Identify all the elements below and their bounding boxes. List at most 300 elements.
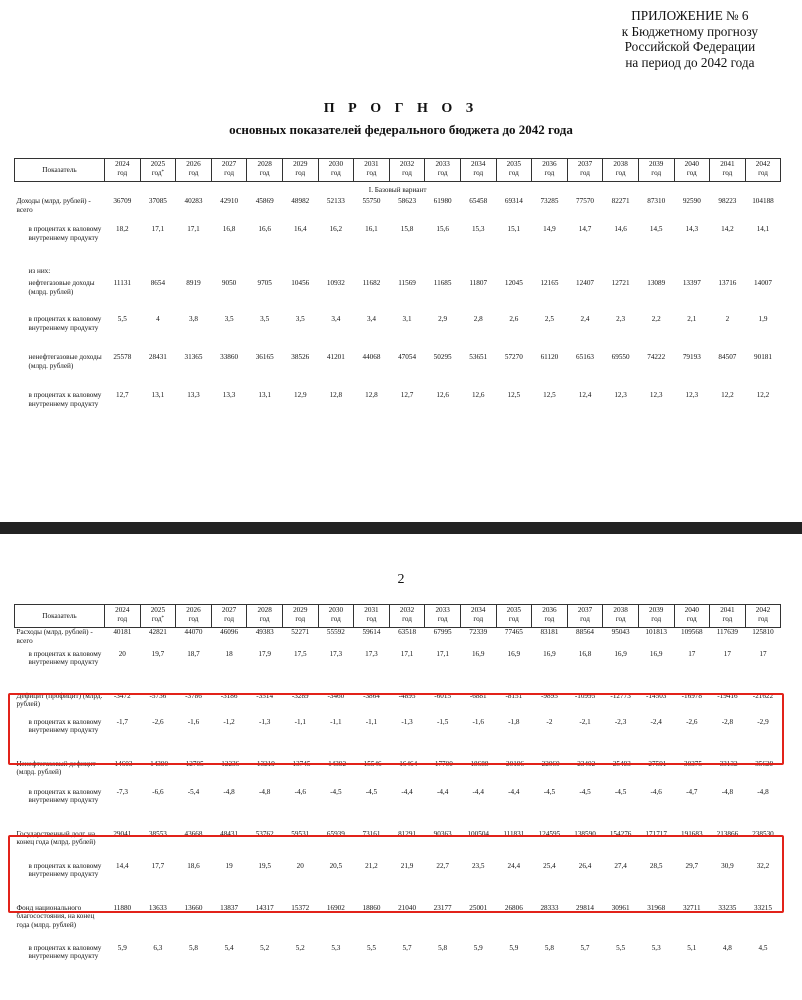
cell-value: 36709 xyxy=(113,197,132,205)
cell-value xyxy=(460,267,496,279)
cell-value: 12,7 xyxy=(400,391,414,399)
cell-value: 59614 xyxy=(362,628,381,636)
header-year-2026: 2026 год xyxy=(176,605,212,628)
table-header-row xyxy=(15,159,781,182)
header-year-2034: 2034 год xyxy=(460,159,496,182)
header-year-2025: 2025 год* xyxy=(140,159,176,182)
cell-value: 14,9 xyxy=(543,225,556,233)
cell-value: 26806 xyxy=(504,903,523,912)
cell-value: -4,6 xyxy=(294,787,306,796)
row-label: в процентах к валовому внутреннему продукту xyxy=(28,315,102,332)
cell-value: 25578 xyxy=(113,353,132,361)
cell-value: 79193 xyxy=(682,353,701,361)
cell-value: 6,3 xyxy=(153,943,163,952)
cell-value: 13716 xyxy=(718,279,737,287)
cell-value: 26,4 xyxy=(578,861,592,870)
cell-value: 17 xyxy=(759,649,767,658)
cell-value xyxy=(247,267,283,279)
cell-value: 12,3 xyxy=(614,391,627,399)
cell-value: 2,5 xyxy=(544,315,554,323)
cell-value: 88564 xyxy=(576,628,594,636)
header-year-2038: 2038 год xyxy=(603,605,639,628)
row-label: в процентах к валовому внутреннему продукту xyxy=(28,649,102,667)
cell-value: -4,7 xyxy=(686,787,698,796)
cell-value: 18,6 xyxy=(187,861,200,870)
cell-value: -14503 xyxy=(646,691,667,700)
header-year-2035: 2035 год xyxy=(496,605,532,628)
cell-value: 13,3 xyxy=(222,391,236,399)
cell-value: -2,6 xyxy=(152,717,164,726)
cell-value: -8151 xyxy=(505,691,523,700)
header-year-2029: 2029 год xyxy=(282,605,318,628)
cell-value: 83181 xyxy=(540,628,559,636)
cell-value xyxy=(354,267,390,279)
cell-value: 2,6 xyxy=(509,315,519,323)
cell-value: 10932 xyxy=(326,279,345,287)
cell-value: 13837 xyxy=(220,903,239,912)
row-label: Расходы (млрд. рублей) - всего xyxy=(16,628,93,645)
cell-value: -25493 xyxy=(610,759,631,768)
cell-value: -6881 xyxy=(469,691,487,700)
cell-value: 19,7 xyxy=(151,649,165,658)
cell-value: 13397 xyxy=(682,279,701,287)
cell-value: 12407 xyxy=(576,279,594,287)
cell-value: 23,5 xyxy=(471,861,485,870)
cell-value: 16,1 xyxy=(365,225,378,233)
cell-value: -1,6 xyxy=(472,717,484,726)
cell-value: 52271 xyxy=(291,628,310,636)
cell-value: 17 xyxy=(688,649,696,658)
cell-value: 92590 xyxy=(682,197,701,205)
cell-value: 59531 xyxy=(291,829,310,838)
cell-value: -4,4 xyxy=(472,787,484,796)
cell-value: 14,2 xyxy=(721,225,734,233)
row-label: в процентах к валовому внутреннему продукту xyxy=(28,943,102,961)
cell-value: 28,5 xyxy=(649,861,663,870)
cell-value: 11569 xyxy=(398,279,416,287)
cell-value xyxy=(638,267,674,279)
cell-value: -33132 xyxy=(717,759,738,768)
header-year-2030: 2030 год xyxy=(318,605,354,628)
cell-value: 12,8 xyxy=(329,391,343,399)
cell-value: -16978 xyxy=(681,691,702,700)
cell-value xyxy=(211,267,247,279)
cell-value: 33215 xyxy=(754,903,772,912)
cell-value: 13089 xyxy=(647,279,666,287)
cell-value: 82271 xyxy=(611,197,630,205)
cell-value: 69550 xyxy=(611,353,630,361)
cell-value: 49383 xyxy=(255,628,274,636)
row-label: нефтегазовые доходы (млрд. рублей) xyxy=(28,279,95,296)
header-year-2027: 2027 год xyxy=(211,159,247,182)
cell-value: 29814 xyxy=(576,903,594,912)
cell-value xyxy=(318,267,354,279)
cell-value: 16,9 xyxy=(649,649,663,658)
cell-value: -16464 xyxy=(396,759,418,768)
cell-value: -4895 xyxy=(398,691,416,700)
cell-value: -17700 xyxy=(432,759,453,768)
table-row xyxy=(15,315,781,353)
cell-value: 12165 xyxy=(540,279,559,287)
header-indicator: Показатель xyxy=(15,605,105,628)
cell-value: 44070 xyxy=(184,628,203,636)
cell-value: 20 xyxy=(118,649,126,658)
cell-value: 117639 xyxy=(716,628,739,636)
row-label: Фонд национального благосостояния, на конец года (млрд. рублей) xyxy=(16,903,95,929)
cell-value: 61120 xyxy=(540,353,559,361)
cell-value: 18 xyxy=(225,649,233,658)
cell-value: 100504 xyxy=(467,829,490,838)
cell-value xyxy=(567,267,603,279)
cell-value: 2,8 xyxy=(473,315,483,323)
cell-value: 15,3 xyxy=(471,225,485,233)
cell-value: 44068 xyxy=(362,353,381,361)
cell-value: 111831 xyxy=(503,829,525,838)
cell-value: 33235 xyxy=(718,903,737,912)
cell-value: 27,4 xyxy=(614,861,627,870)
cell-value: -2,1 xyxy=(579,717,591,726)
cell-value: 19 xyxy=(225,861,233,870)
cell-value: 37085 xyxy=(148,197,167,205)
cell-value: 124595 xyxy=(538,829,561,838)
header-year-2032: 2032 год xyxy=(389,605,425,628)
cell-value: -4,5 xyxy=(579,787,591,796)
cell-value: 55750 xyxy=(362,197,381,205)
page-number: 2 xyxy=(397,572,405,587)
cell-value: 138590 xyxy=(574,829,596,838)
cell-value: 5,5 xyxy=(366,943,376,952)
cell-value: 95043 xyxy=(611,628,630,636)
cell-value: 38526 xyxy=(291,353,310,361)
cell-value: -10995 xyxy=(574,691,596,700)
appendix-line: к Бюджетному прогнозу xyxy=(621,23,758,39)
table-row xyxy=(15,628,781,650)
cell-value: 12045 xyxy=(504,279,523,287)
cell-value: 19,5 xyxy=(258,861,271,870)
cell-value: 32711 xyxy=(682,903,701,912)
cell-value: 52133 xyxy=(326,197,345,205)
cell-value: 12721 xyxy=(611,279,630,287)
cell-value: -15546 xyxy=(361,759,382,768)
cell-value: -9895 xyxy=(541,691,558,700)
cell-value: 3,4 xyxy=(366,315,376,323)
cell-value: -1,2 xyxy=(223,717,235,726)
cell-value: -4,5 xyxy=(614,787,627,796)
cell-value: 21,2 xyxy=(365,861,378,870)
cell-value: 47054 xyxy=(398,353,417,361)
cell-value: 5,2 xyxy=(295,943,305,952)
cell-value: 5,2 xyxy=(260,943,270,952)
cell-value: 11807 xyxy=(469,279,488,287)
cell-value: 3,5 xyxy=(295,315,305,323)
cell-value xyxy=(603,267,639,279)
header-year-2042: 2042 год xyxy=(745,159,781,182)
cell-value: 14,3 xyxy=(685,225,699,233)
cell-value: 65939 xyxy=(326,829,345,838)
highlight-state-debt xyxy=(8,835,784,913)
cell-value: -30375 xyxy=(681,759,702,768)
cell-value: 23177 xyxy=(433,903,452,912)
cell-value: 18,7 xyxy=(187,649,200,658)
cell-value xyxy=(140,267,176,279)
cell-value: 104188 xyxy=(752,197,774,205)
cell-value: 4 xyxy=(156,315,160,323)
cell-value: -3460 xyxy=(327,691,345,700)
cell-value: 17,1 xyxy=(436,649,449,658)
header-year-2039: 2039 год xyxy=(638,605,674,628)
cell-value: 58623 xyxy=(398,197,417,205)
cell-value: 48431 xyxy=(220,829,239,838)
header-year-2033: 2033 год xyxy=(425,159,461,182)
cell-value: -4,6 xyxy=(650,787,662,796)
cell-value: 57270 xyxy=(504,353,523,361)
cell-value: 12,6 xyxy=(471,391,485,399)
cell-value: -1,1 xyxy=(294,717,306,726)
cell-value: 29,7 xyxy=(685,861,699,870)
cell-value: 5,9 xyxy=(509,943,519,952)
header-year-2037: 2037 год xyxy=(567,605,603,628)
document-subtitle: основных показателей федерального бюджета до 2042 года xyxy=(229,122,573,137)
cell-value: 16,2 xyxy=(329,225,343,233)
cell-value: 5,1 xyxy=(687,943,697,952)
appendix-line: Российской Федерации xyxy=(624,39,756,54)
page-separator xyxy=(0,522,802,534)
row-label: Дефицит (профицит) (млрд. рублей) xyxy=(16,691,103,709)
cell-value xyxy=(710,267,746,279)
header-year-2035: 2035 год xyxy=(496,159,532,182)
cell-value: 72339 xyxy=(469,628,488,636)
header-year-2024: 2024 год xyxy=(105,605,141,628)
cell-value: -12236 xyxy=(218,759,240,768)
cell-value: 238530 xyxy=(752,829,774,838)
cell-value: 5,8 xyxy=(188,943,198,952)
cell-value: 69314 xyxy=(504,197,523,205)
cell-value: 25,4 xyxy=(543,861,556,870)
cell-value: -21622 xyxy=(752,691,774,700)
cell-value: 12,5 xyxy=(543,391,556,399)
row-label: в процентах к валовому внутреннему продукту xyxy=(28,787,102,805)
cell-value: 55592 xyxy=(326,628,345,636)
cell-value: 11685 xyxy=(433,279,452,287)
cell-value: 154276 xyxy=(609,829,632,838)
table-row xyxy=(15,788,781,830)
cell-value: 77570 xyxy=(576,197,594,205)
cell-value: 16,8 xyxy=(578,649,592,658)
cell-value: 213866 xyxy=(716,829,739,838)
cell-value: 5,4 xyxy=(224,943,234,952)
cell-value: 3,4 xyxy=(331,315,341,323)
cell-value: 30961 xyxy=(611,903,630,912)
cell-value: -6,6 xyxy=(152,787,164,796)
cell-value: 16902 xyxy=(326,903,345,912)
cell-value: 25001 xyxy=(469,903,488,912)
cell-value: 5,7 xyxy=(580,943,590,952)
header-year-2029: 2029 год xyxy=(282,159,318,182)
cell-value: -2 xyxy=(546,717,553,726)
cell-value: -18688 xyxy=(468,759,489,768)
header-year-2041: 2041 год xyxy=(710,159,746,182)
cell-value: 12,7 xyxy=(116,391,129,399)
cell-value: 12,5 xyxy=(507,391,521,399)
cell-value: 17,1 xyxy=(400,649,414,658)
cell-value: 20,5 xyxy=(329,861,343,870)
cell-value: 14,1 xyxy=(756,225,770,233)
table-row xyxy=(15,197,781,225)
cell-value: 16,9 xyxy=(543,649,556,658)
header-year-2041: 2041 год xyxy=(710,605,746,628)
cell-value: 5,9 xyxy=(117,943,127,952)
cell-value: 16,9 xyxy=(471,649,485,658)
table-row xyxy=(15,944,781,988)
cell-value: 90181 xyxy=(754,353,772,361)
cell-value: 11880 xyxy=(113,903,132,912)
cell-value: 5,3 xyxy=(651,943,661,952)
cell-value: 31365 xyxy=(184,353,203,361)
cell-value: -4,8 xyxy=(757,787,769,796)
cell-value: -2,4 xyxy=(650,717,662,726)
cell-value: -4,8 xyxy=(258,787,271,796)
cell-value: 17,1 xyxy=(151,225,165,233)
cell-value: 5,3 xyxy=(331,943,341,952)
cell-value: 16,9 xyxy=(507,649,521,658)
cell-value: 13,1 xyxy=(258,391,271,399)
cell-value: -19416 xyxy=(717,691,738,700)
cell-value xyxy=(389,267,425,279)
header-year-2027: 2027 год xyxy=(211,605,247,628)
cell-value: 40283 xyxy=(184,197,203,205)
header-year-2032: 2032 год xyxy=(389,159,425,182)
cell-value: 3,1 xyxy=(402,315,412,323)
header-year-2036: 2036 год xyxy=(532,605,568,628)
appendix-line: ПРИЛОЖЕНИЕ № 6 xyxy=(631,8,749,23)
header-year-2031: 2031 год xyxy=(354,159,390,182)
cell-value: 16,4 xyxy=(293,225,307,233)
cell-value: -13745 xyxy=(290,759,311,768)
table-header-row xyxy=(15,605,781,628)
header-year-2037: 2037 год xyxy=(567,159,603,182)
cell-value: 21040 xyxy=(398,903,417,912)
cell-value: -4,5 xyxy=(365,787,378,796)
cell-value: 12,8 xyxy=(365,391,378,399)
header-year-2042: 2042 год xyxy=(745,605,781,628)
cell-value: -12773 xyxy=(610,691,631,700)
cell-value: -4,5 xyxy=(543,787,556,796)
cell-value: 2,4 xyxy=(580,315,590,323)
cell-value: 15,8 xyxy=(400,225,414,233)
cell-value: -2,6 xyxy=(686,717,698,726)
cell-value: 5,8 xyxy=(438,943,448,952)
table-row xyxy=(15,650,781,692)
document-title: П Р О Г Н О З xyxy=(323,101,479,116)
cell-value: -4,4 xyxy=(436,787,449,796)
cell-value xyxy=(674,267,710,279)
cell-value: 5,5 xyxy=(616,943,626,952)
cell-value: -1,7 xyxy=(116,717,128,726)
cell-value: 48982 xyxy=(291,197,310,205)
cell-value: 125810 xyxy=(752,628,774,636)
cell-value: 17 xyxy=(723,649,731,658)
cell-value xyxy=(105,267,141,279)
cell-value: 3,5 xyxy=(260,315,270,323)
cell-value: -5,4 xyxy=(187,787,200,796)
cell-value: 40181 xyxy=(113,628,132,636)
cell-value: 12,3 xyxy=(649,391,663,399)
cell-value: 65163 xyxy=(576,353,594,361)
cell-value: 12,2 xyxy=(756,391,770,399)
row-label: ненефтегазовые доходы (млрд. рублей) xyxy=(28,353,102,370)
cell-value: 18,2 xyxy=(116,225,129,233)
cell-value: -4,8 xyxy=(223,787,235,796)
row-label: из них: xyxy=(28,267,51,275)
cell-value: 14,6 xyxy=(614,225,627,233)
cell-value: 13,1 xyxy=(151,391,165,399)
header-year-2038: 2038 год xyxy=(603,159,639,182)
cell-value: 42821 xyxy=(148,628,167,636)
cell-value: 28431 xyxy=(148,353,167,361)
cell-value: 22,7 xyxy=(436,861,449,870)
budget-table-page-2 xyxy=(14,604,781,988)
cell-value: 84507 xyxy=(718,353,737,361)
cell-value: 3,8 xyxy=(188,315,198,323)
cell-value: -1,3 xyxy=(258,717,271,726)
cell-value: 101813 xyxy=(645,628,667,636)
header-indicator: Показатель xyxy=(15,159,105,182)
cell-value: 12,9 xyxy=(293,391,307,399)
cell-value: -7,3 xyxy=(116,787,128,796)
header-year-2030: 2030 год xyxy=(318,159,354,182)
cell-value: -3289 xyxy=(291,691,309,700)
cell-value: -3186 xyxy=(220,691,238,700)
row-label: в процентах к валовому внутреннему продукту xyxy=(28,717,102,735)
header-year-2028: 2028 год xyxy=(247,159,283,182)
cell-value: -3514 xyxy=(256,691,274,700)
cell-value: 16,8 xyxy=(222,225,236,233)
cell-value: 2,2 xyxy=(651,315,661,323)
cell-value: 31968 xyxy=(647,903,666,912)
cell-value: 14007 xyxy=(754,279,772,287)
cell-value: 65458 xyxy=(469,197,488,205)
header-year-2025: 2025 год* xyxy=(140,605,176,628)
cell-value: -1,1 xyxy=(365,717,378,726)
cell-value: 63518 xyxy=(398,628,417,636)
cell-value: -4,5 xyxy=(330,787,342,796)
cell-value: -2,3 xyxy=(614,717,627,726)
cell-value: 13633 xyxy=(148,903,167,912)
table-row xyxy=(15,391,781,435)
cell-value: 61980 xyxy=(433,197,452,205)
cell-value: 12,4 xyxy=(578,391,592,399)
page-2 xyxy=(0,534,802,1000)
cell-value: 109568 xyxy=(681,628,703,636)
cell-value: 8919 xyxy=(186,279,201,287)
cell-value: -13219 xyxy=(254,759,275,768)
cell-value xyxy=(425,267,461,279)
cell-value: 171717 xyxy=(645,829,667,838)
header-year-2026: 2026 год xyxy=(176,159,212,182)
cell-value: 15,1 xyxy=(507,225,521,233)
cell-value: 20 xyxy=(296,861,304,870)
cell-value: 43668 xyxy=(184,829,203,838)
cell-value: 73285 xyxy=(540,197,559,205)
cell-value: -4,4 xyxy=(508,787,520,796)
cell-value: 191683 xyxy=(681,829,703,838)
cell-value: 36165 xyxy=(255,353,274,361)
cell-value: 1,9 xyxy=(758,315,768,323)
cell-value: -1,5 xyxy=(436,717,449,726)
cell-value: -2,8 xyxy=(721,717,734,726)
cell-value: 2,9 xyxy=(438,315,448,323)
cell-value: 98223 xyxy=(718,197,737,205)
